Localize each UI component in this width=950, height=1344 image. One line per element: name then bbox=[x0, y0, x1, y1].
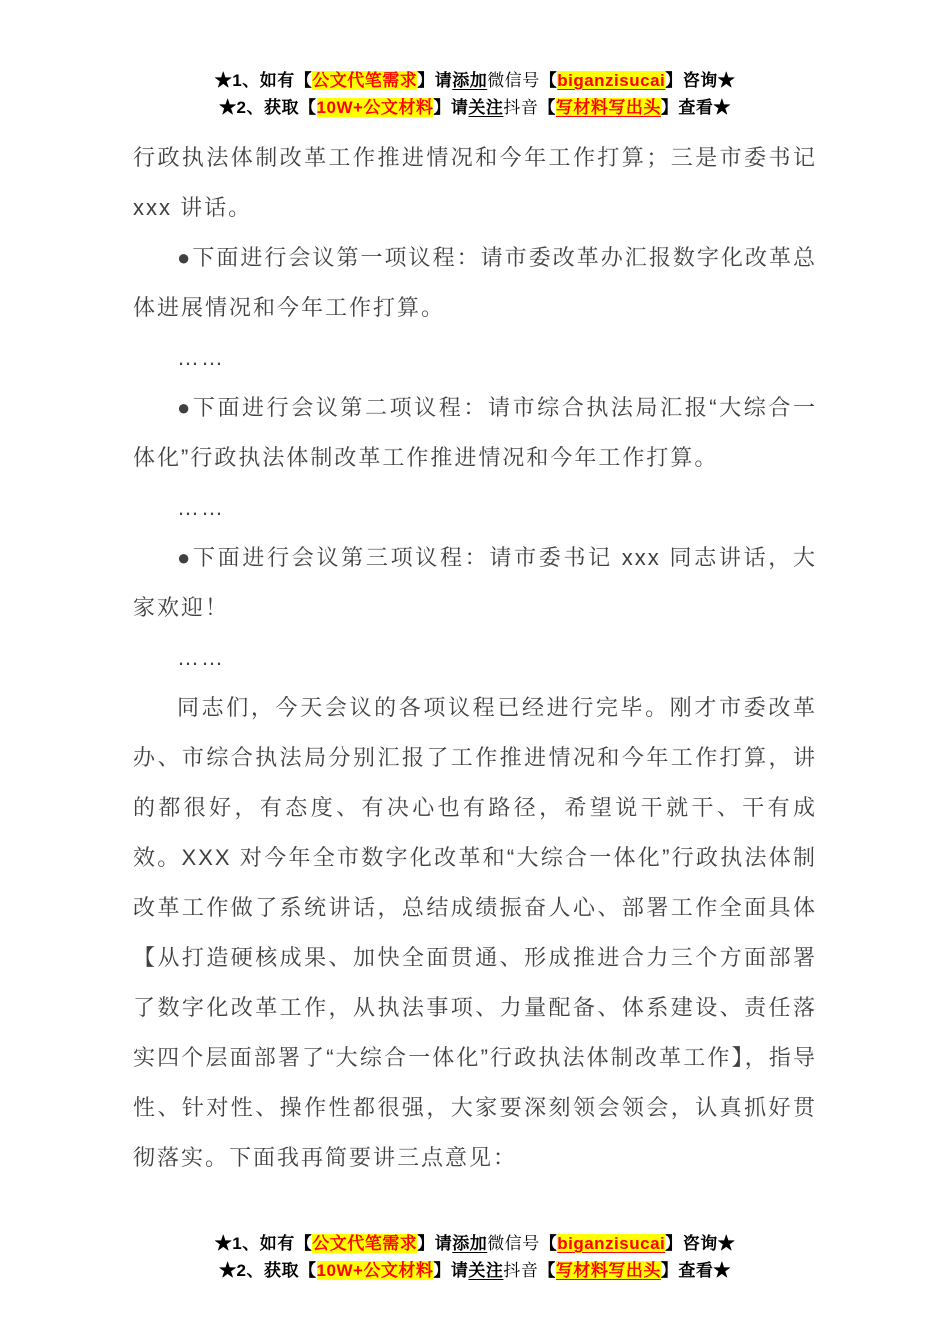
follow-action-underline: 关注 bbox=[468, 1261, 504, 1280]
body-paragraph-1: 行政执法体制改革工作推进情况和今年工作打算；三是市委书记xxx 讲话。 bbox=[133, 145, 817, 220]
star-intro-text: ★2、获取【 bbox=[219, 98, 317, 117]
star-intro-text: ★1、如有【 bbox=[214, 1234, 313, 1253]
body-paragraph-3-ellipsis: …… bbox=[177, 345, 225, 370]
wechat-label: 微信号 bbox=[487, 71, 540, 90]
body-paragraph-4: ●下面进行会议第二项议程：请市综合执法局汇报“大综合一体化”行政执法体制改革工作推进情况和今年工作打算。 bbox=[133, 395, 817, 470]
bracket-close-text: 】请 bbox=[433, 98, 469, 117]
douyin-label: 抖音 bbox=[503, 1261, 539, 1280]
promo-header-banner bbox=[0, 67, 950, 121]
bracket-open-text: 【 bbox=[538, 98, 556, 117]
promo-footer-line-1 bbox=[0, 1230, 950, 1257]
consult-suffix-text: 】咨询★ bbox=[665, 1234, 736, 1253]
bracket-open-text: 【 bbox=[538, 1261, 556, 1280]
service-need-highlight: 公文代笔需求 bbox=[312, 71, 418, 90]
add-action-underline: 添加 bbox=[452, 1234, 488, 1253]
body-paragraph-8: 同志们，今天会议的各项议程已经进行完毕。刚才市委改革办、市综合执法局分别汇报了工作推进情况和今年工作打算，讲的都很好，有态度、有决心也有路径，希望说干就干、干有成效。XXX 对今年全市数字化改革和“大综合一体化”行政执法体制改革工作做了系统讲话，总结成绩振奋人心、部署工作全面具体【从打造硬核成果、加快全面贯通、形成推进合力三个方面部署了数字化改革工作，从执法事项、力量配备、体系建设、责任落实四个层面部署了“大综合一体化”行政执法体制改革工作】，指导性、针对性、操作性都很强，大家要深刻领会领会，认真抓好贯彻落实。下面我再简要讲三点意见： bbox=[133, 695, 817, 1170]
materials-highlight: 10W+公文材料 bbox=[316, 98, 434, 117]
document-body bbox=[133, 133, 817, 1183]
consult-suffix-text: 】咨询★ bbox=[665, 71, 736, 90]
follow-action-underline: 关注 bbox=[468, 98, 504, 117]
star-intro-text: ★1、如有【 bbox=[214, 71, 313, 90]
body-paragraph-2: ●下面进行会议第一项议程：请市委改革办汇报数字化改革总体进展情况和今年工作打算。 bbox=[133, 245, 817, 320]
bracket-open-text: 【 bbox=[539, 1234, 558, 1253]
view-suffix-text: 】查看★ bbox=[660, 1261, 731, 1280]
promo-footer-line-2 bbox=[0, 1257, 950, 1284]
bracket-close-text: 】请 bbox=[433, 1261, 469, 1280]
body-paragraph-6: ●下面进行会议第三项议程：请市委书记 xxx 同志讲话，大家欢迎！ bbox=[133, 545, 817, 620]
promo-footer-banner bbox=[0, 1230, 950, 1284]
materials-highlight: 10W+公文材料 bbox=[316, 1261, 434, 1280]
body-paragraph-5-ellipsis: …… bbox=[177, 495, 225, 520]
wechat-id-highlight: biganzisucai bbox=[557, 1234, 666, 1253]
bracket-close-text: 】请 bbox=[417, 71, 453, 90]
add-action-underline: 添加 bbox=[452, 71, 488, 90]
douyin-name-highlight: 写材料写出头 bbox=[555, 1261, 661, 1280]
promo-header-line-1 bbox=[0, 67, 950, 94]
wechat-id-highlight: biganzisucai bbox=[557, 71, 666, 90]
service-need-highlight: 公文代笔需求 bbox=[312, 1234, 418, 1253]
douyin-name-highlight: 写材料写出头 bbox=[555, 98, 661, 117]
view-suffix-text: 】查看★ bbox=[660, 98, 731, 117]
body-paragraph-7-ellipsis: …… bbox=[177, 645, 225, 670]
star-intro-text: ★2、获取【 bbox=[219, 1261, 317, 1280]
bracket-close-text: 】请 bbox=[417, 1234, 453, 1253]
promo-header-line-2 bbox=[0, 94, 950, 121]
bracket-open-text: 【 bbox=[539, 71, 558, 90]
douyin-label: 抖音 bbox=[503, 98, 539, 117]
wechat-label: 微信号 bbox=[487, 1234, 540, 1253]
